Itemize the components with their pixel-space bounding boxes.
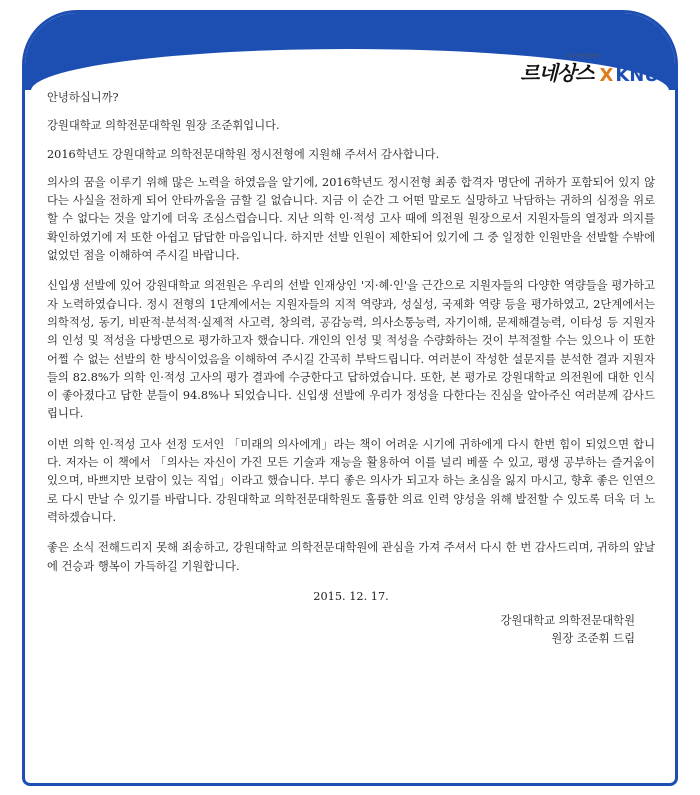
letter-date: 2015. 12. 17. (313, 589, 389, 603)
logo-knu: KNU (615, 65, 659, 86)
letter-body (47, 89, 655, 649)
logo-x-mark: X (599, 65, 614, 86)
letter-paper (31, 49, 669, 779)
paragraph-3: 이번 의학 인·적성 고사 선정 도서인 「미래의 의사에게」라는 책이 어려운 시기에 귀하에게 다시 한번 힘이 되었으면 합니다. 저자는 이 책에서 「의사는 자신이 가진 모든 기술과 재능을 활용하여 이를 널리 베풀 수 있고, 평생 공부하는 즐거움이 있으며, 바쁘지만 보람이 있는 직업」이라고 했습니다. 부디 좋은 의사가 되고자 하는 초심을 잃지 마시고, 향후 좋은 인연으로 다시 만날 수 있기를 바랍니다. 강원대학교 의학전문대학원도 훌륭한 의료 인력 양성을 위해 발전할 수 있도록 더욱 더 노력하겠습니다. (47, 437, 655, 524)
brand-logo (520, 53, 659, 86)
logo-renaissance (520, 53, 600, 86)
signature-name: 원장 조준휘 드림 (551, 632, 635, 646)
thanks-line: 2016학년도 강원대학교 의학전문대학원 정시전형에 지원해 주셔서 감사합니다. (47, 147, 440, 161)
intro-line: 강원대학교 의학전문대학원 원장 조준휘입니다. (47, 119, 280, 133)
paragraph-2: 신입생 선발에 있어 강원대학교 의전원은 우리의 선발 인재상인 '지·혜·인'을 근간으로 지원자들의 다양한 역량들을 평가하고자 노력하였습니다. 정시 전형의 1단계에서는 지원자들의 지적 역량과, 성실성, 국제화 역량 등을 평가하였고, 2단계에서는 의학적성, 동기, 비판적·분석적·실제적 사고력, 창의력, 공감능력, 의사소통능력, 자기이해, 문제해결능력, 이타성 등 지원자의 인성 및 적성을 다방면으로 평가하고자 했습니다. 개인의 인성 및 적성을 수량화하는 것이 부적절할 수는 있으나 이 또한 어쩔 수 없는 선발의 한 방식이었음을 이해하여 주시길 간곡히 부탁드립니다. 여러분이 작성한 설문지를 분석한 결과 지원자들의 82.8%가 의학 인·적성 고사의 평가 결과에 수긍한다고 답하였습니다. 또한, 본 평가로 강원대학교 의전원에 대한 인식이 좋아졌다고 답한 분들이 94.8%나 되었습니다. 신입생 선발에 우리가 정성을 다한다는 진심을 알아주신 여러분께 감사드립니다. (47, 279, 655, 421)
paragraph-4: 좋은 소식 전해드리지 못해 죄송하고, 강원대학교 의학전문대학원에 관심을 가져 주셔서 다시 한 번 감사드리며, 귀하의 앞날에 건승과 행복이 가득하길 기원합니다. (47, 541, 655, 573)
paragraph-1: 의사의 꿈을 이루기 위해 많은 노력을 하였음을 알기에, 2016학년도 정시전형 최종 합격자 명단에 귀하가 포함되어 있지 않다는 사실을 전하게 되어 안타까움을 금할 길 없습니다. 지금 이 순간 그 어떤 말로도 실망하고 낙담하는 귀하의 심정을 위로할 수 없다는 것을 알기에 더욱 조심스럽습니다. 지난 의학 인·적성 고사 때에 의전원 원장으로서 지원자들의 열정과 의지를 확인하였기에 저 또한 아쉽고 답답한 마음입니다. 하지만 선발 인원이 제한되어 있기에 그 중 일정한 인원만을 선발할 수밖에 없었던 점을 이해하여 주시길 바랍니다. (47, 175, 655, 263)
logo-renaissance-text: 르네상스 (520, 61, 594, 85)
letter-frame (22, 10, 678, 786)
greeting: 안녕하십니까? (47, 91, 119, 104)
signature-org: 강원대학교 의학전문대학원 (500, 614, 635, 628)
logo-tagline: 지속 가능 필리어 (564, 53, 600, 60)
